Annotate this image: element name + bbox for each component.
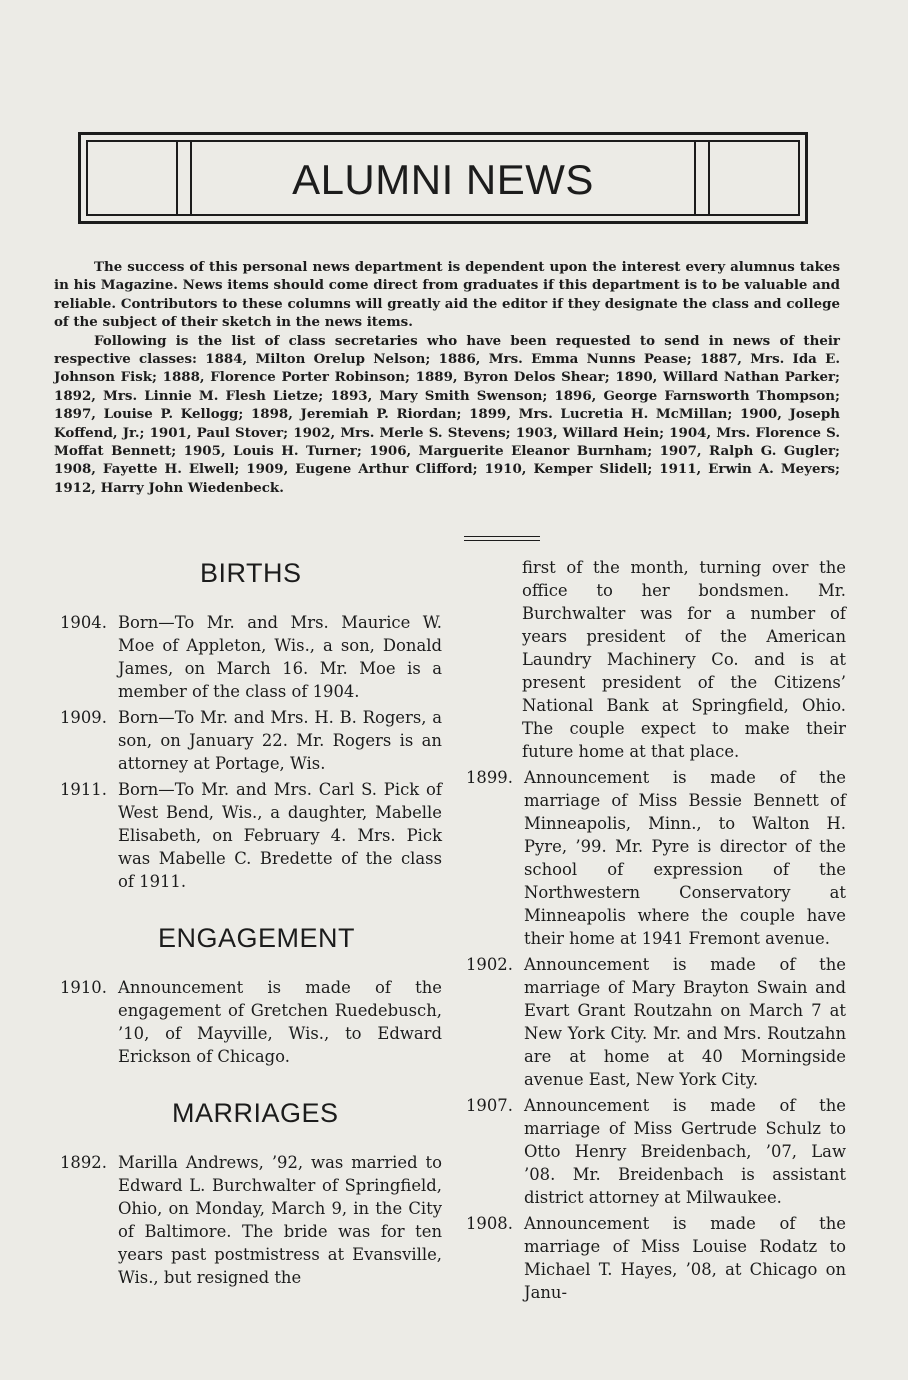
entry-year: 1909. bbox=[60, 708, 107, 727]
entry-text: Announcement is made of the engagement of Gretchen Ruedebusch, ’10, of Mayville, Wis., to Edward Erickson of Chicago. bbox=[118, 978, 442, 1066]
entry-text: Born—To Mr. and Mrs. Maurice W. Moe of Appleton, Wis., a son, Donald James, on March 16. Mr. Moe is a member of the class of 1904. bbox=[118, 613, 442, 701]
right-column bbox=[466, 556, 846, 1307]
entry-year: 1908. bbox=[466, 1214, 513, 1233]
marriage-entry bbox=[466, 1094, 846, 1209]
births-heading: BIRTHS bbox=[200, 558, 302, 588]
marriage-entry bbox=[466, 766, 846, 950]
marriage-entry bbox=[466, 1212, 846, 1304]
entry-text: Announcement is made of the marriage of Miss Louise Rodatz to Michael T. Hayes, ’08, at Chicago on Janu- bbox=[524, 1214, 846, 1302]
entry-text: Announcement is made of the marriage of Miss Gertrude Schulz to Otto Henry Breidenbach, ’07, Law ’08. Mr. Breidenbach is assistant district attorney at Milwaukee. bbox=[524, 1096, 846, 1207]
page-title: ALUMNI NEWS bbox=[292, 156, 594, 203]
entry-year: 1911. bbox=[60, 780, 107, 799]
birth-entry bbox=[60, 611, 442, 703]
marriage-entry-continued: first of the month, turning over the office to her bondsmen. Mr. Burchwalter was for a number of years president of the American Laundry Machinery Co. and is at present president of the Citizens’ National Bank at Springfield, Ohio. The couple expect to make their future home at that place. bbox=[522, 558, 846, 761]
entry-year: 1899. bbox=[466, 768, 513, 787]
class-secretaries-paragraph: Following is the list of class secretaries who have been requested to send in news of their respective classes: 1884, Milton Orelup Nelson; 1886, Mrs. Emma Nunns Pease; 1887, Mrs. Ida E. Johnson Fisk; 1888, Florence Porter Robinson; 1889, Byron Delos Shear; 1890, Willard Nathan Parker; 1892, Mrs. Linnie M. Flesh Lietze; 1893, Mary Smith Swenson; 1896, George Farnsworth Thompson; 1897, Louise P. Kellogg; 1898, Jeremiah P. Riordan; 1899, Mrs. Lucretia H. McMillan; 1900, Joseph Koffend, Jr.; 1901, Paul Stover; 1902, Mrs. Merle S. Stevens; 1903, Willard Hein; 1904, Mrs. Florence S. Moffat Bennett; 1905, Louis H. Turner; 1906, Marguerite Eleanor Burnham; 1907, Ralph G. Gugler; 1908, Fayette H. Elwell; 1909, Eugene Arthur Clifford; 1910, Kemper Slidell; 1911, Erwin A. Meyers; 1912, Harry John Wiedenbeck. bbox=[54, 332, 840, 496]
banner-inner-frame bbox=[86, 140, 800, 216]
birth-entry bbox=[60, 778, 442, 893]
entry-text: Announcement is made of the marriage of Miss Bessie Bennett of Minneapolis, Minn., to Walton H. Pyre, ’99. Mr. Pyre is director of the school of expression of the Northwestern Conservatory at Minneapolis where the couple have their home at 1941 Fremont avenue. bbox=[524, 768, 846, 948]
entry-text: Born—To Mr. and Mrs. H. B. Rogers, a son, on January 22. Mr. Rogers is an attorney at Portage, Wis. bbox=[118, 708, 442, 773]
marriage-entry bbox=[466, 953, 846, 1091]
entry-text: Born—To Mr. and Mrs. Carl S. Pick of West Bend, Wis., a daughter, Mabelle Elisabeth, on February 4. Mrs. Pick was Mabelle C. Bredette of the class of 1911. bbox=[118, 780, 442, 891]
entry-text: Announcement is made of the marriage of Mary Brayton Swain and Evart Grant Routzahn on March 7 at New York City. Mr. and Mrs. Routzahn are at home at 40 Morningside avenue East, New York City. bbox=[524, 955, 846, 1089]
section-divider bbox=[464, 536, 540, 541]
intro-section bbox=[54, 258, 840, 497]
alumni-news-banner bbox=[78, 132, 808, 224]
left-column bbox=[60, 552, 442, 1292]
marriage-entry bbox=[60, 1151, 442, 1289]
birth-entry bbox=[60, 706, 442, 775]
marriages-heading: MARRIAGES bbox=[172, 1098, 339, 1128]
entry-text: Marilla Andrews, ’92, was married to Edward L. Burchwalter of Springfield, Ohio, on Monday, March 9, in the City of Baltimore. The bride was for ten years past postmistress at Evansville, Wis., but resigned the bbox=[118, 1153, 442, 1287]
entry-year: 1907. bbox=[466, 1096, 513, 1115]
engagement-heading: ENGAGEMENT bbox=[158, 923, 356, 953]
entry-year: 1902. bbox=[466, 955, 513, 974]
entry-year: 1910. bbox=[60, 978, 107, 997]
engagement-entry bbox=[60, 976, 442, 1068]
entry-year: 1892. bbox=[60, 1153, 107, 1172]
intro-paragraph: The success of this personal news department is dependent upon the interest every alumnus takes in his Magazine. News items should come direct from graduates if this department is to be valuable and reliable. Contributors to these columns will greatly aid the editor if they designate the class and college of the subject of their sketch in the news items. bbox=[54, 259, 840, 331]
entry-year: 1904. bbox=[60, 613, 107, 632]
